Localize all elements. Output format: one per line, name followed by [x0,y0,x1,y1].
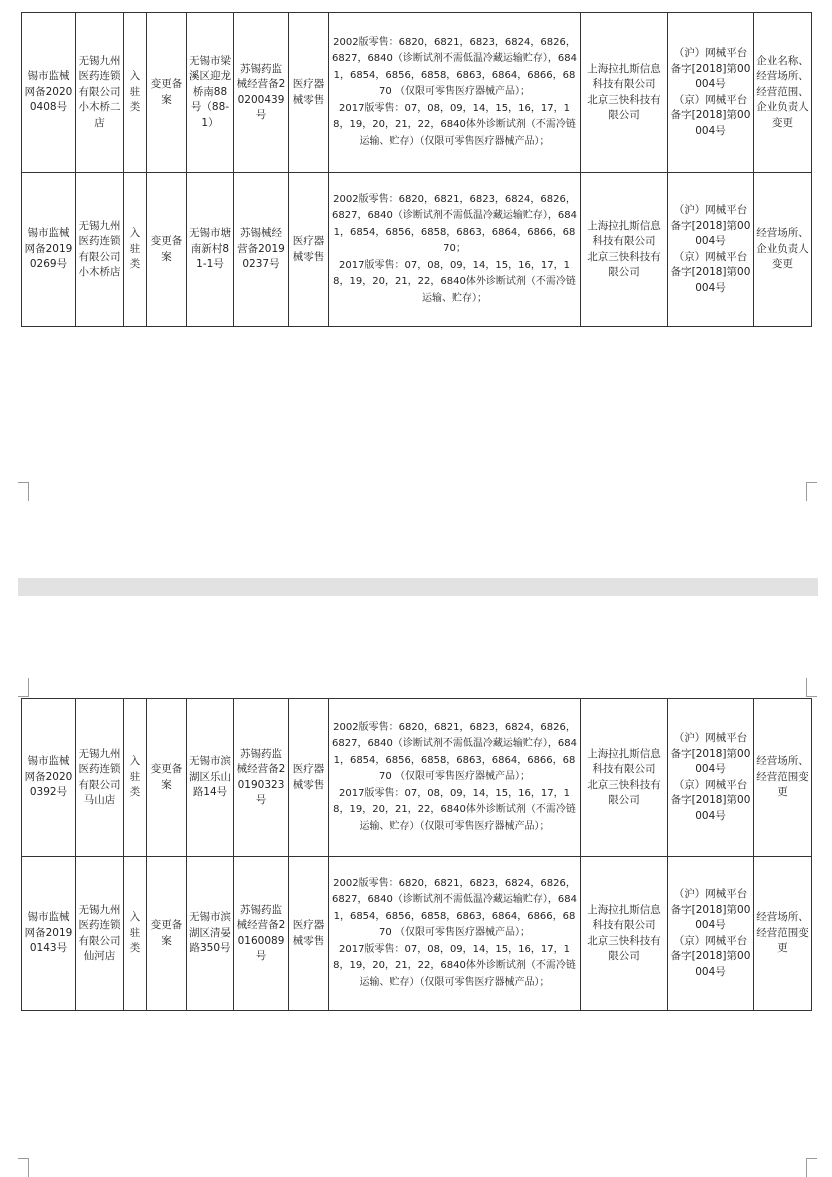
record-action: 变更备案 [147,857,187,1011]
platform-record-number: （京）网械平台备字[2018]第00004号 [670,250,751,294]
platform-record-number: （京）网械平台备字[2018]第00004号 [670,93,751,137]
change-items: 经营场所、经营范围变更 [754,857,812,1011]
license-number: 苏锡药监械经营备20190323号 [234,699,289,857]
record-table [21,698,812,1011]
scope-2002: 2002版零售：6820，6821，6823，6824，6826，6827，6840（诊断试剂不需低温冷藏运输贮存），6841，6854，6856，6858，6863，6864，6866，6870 （仅限可零售医疗器械产品）； [332,721,577,783]
platform-operator: 上海拉扎斯信息科技有限公司 [587,62,661,90]
business-address: 无锡市滨湖区乐山路14号 [187,699,234,857]
scope-2002: 2002版零售：6820，6821，6823，6824，6826，6827，6840（诊断试剂不需低温冷藏运输贮存），6841，6854，6856，6858，6863，6864，6866，6870 （仅限可零售医疗器械产品）； [332,36,577,98]
record-number: 锡市监械网备20200408号 [22,13,76,173]
platform-record-numbers [668,173,754,327]
business-scope [329,173,581,327]
table-row [22,13,812,173]
platform-operators [581,13,668,173]
business-category: 医疗器械零售 [289,699,329,857]
record-action: 变更备案 [147,13,187,173]
company-name: 无锡九州医药连锁有限公司仙河店 [76,857,124,1011]
platform-operator: 上海拉扎斯信息科技有限公司 [587,747,661,775]
document-page-1 [0,0,832,578]
platform-operator: 北京三快科技有限公司 [587,934,661,962]
document-page-2 [0,596,832,1168]
platform-operators [581,699,668,857]
platform-operator: 北京三快科技有限公司 [587,250,661,278]
business-scope [329,699,581,857]
crop-mark [18,482,29,501]
business-scope [329,13,581,173]
record-number: 锡市监械网备20190143号 [22,857,76,1011]
platform-record-number: （京）网械平台备字[2018]第00004号 [670,778,751,822]
platform-operators [581,857,668,1011]
license-number: 苏锡药监械经营备20160089号 [234,857,289,1011]
scope-2017: 2017版零售：07，08，09，14，15，16，17，18，19，20，21，22，6840体外诊断试剂（不需冷链运输、贮存）； [333,259,576,304]
platform-record-numbers [668,857,754,1011]
record-table [21,12,812,327]
platform-record-number: （沪）网械平台备字[2018]第00004号 [670,47,751,90]
scope-2017: 2017版零售：07，08，09，14，15，16，17，18，19，20，21，22，6840体外诊断试剂（不需冷链运输、贮存）（仅限可零售医疗器械产品）； [333,943,576,988]
company-name: 无锡九州医药连锁有限公司小木桥二店 [76,13,124,173]
platform-operator: 北京三快科技有限公司 [587,93,661,121]
crop-mark [806,678,817,697]
business-category: 医疗器械零售 [289,857,329,1011]
business-address: 无锡市滨湖区清晏路350号 [187,857,234,1011]
table-row [22,857,812,1011]
license-number: 苏锡药监械经营备20200439号 [234,13,289,173]
crop-mark [806,482,817,501]
business-address: 无锡市塘南新村81-1号 [187,173,234,327]
platform-record-numbers [668,699,754,857]
scope-2017: 2017版零售：07，08，09，14，15，16，17，18，19，20，21，22，6840体外诊断试剂（不需冷链运输、贮存）（仅限可零售医疗器械产品）； [333,787,576,832]
business-address: 无锡市梁溪区迎龙桥南88号（88-1） [187,13,234,173]
table-row [22,699,812,857]
record-type: 入驻类 [124,857,147,1011]
record-type: 入驻类 [124,173,147,327]
record-action: 变更备案 [147,173,187,327]
record-type: 入驻类 [124,13,147,173]
platform-record-numbers [668,13,754,173]
business-scope [329,857,581,1011]
platform-operator: 北京三快科技有限公司 [587,778,661,806]
business-category: 医疗器械零售 [289,173,329,327]
company-name: 无锡九州医药连锁有限公司小木桥店 [76,173,124,327]
change-items: 企业名称、经营场所、经营范围、企业负责人变更 [754,13,812,173]
business-category: 医疗器械零售 [289,13,329,173]
company-name: 无锡九州医药连锁有限公司马山店 [76,699,124,857]
platform-operators [581,173,668,327]
crop-mark [18,678,29,697]
record-type: 入驻类 [124,699,147,857]
platform-record-number: （沪）网械平台备字[2018]第00004号 [670,204,751,247]
scope-2002: 2002版零售：6820，6821，6823，6824，6826，6827，6840（诊断试剂不需低温冷藏运输贮存），6841，6854，6856，6858，6863，6864，6866，6870； [332,193,577,255]
page-separator [18,578,818,596]
record-action: 变更备案 [147,699,187,857]
scope-2002: 2002版零售：6820，6821，6823，6824，6826，6827，6840（诊断试剂不需低温冷藏运输贮存），6841，6854，6856，6858，6863，6864，6866，6870 （仅限可零售医疗器械产品）； [332,877,577,939]
platform-record-number: （京）网械平台备字[2018]第00004号 [670,934,751,978]
record-number: 锡市监械网备20190269号 [22,173,76,327]
change-items: 经营场所、经营范围变更 [754,699,812,857]
scope-2017: 2017版零售：07，08，09，14，15，16，17，18，19，20，21，22，6840体外诊断试剂（不需冷链运输、贮存）（仅限可零售医疗器械产品）； [333,102,576,147]
record-number: 锡市监械网备20200392号 [22,699,76,857]
change-items: 经营场所、企业负责人变更 [754,173,812,327]
license-number: 苏锡械经营备20190237号 [234,173,289,327]
platform-record-number: （沪）网械平台备字[2018]第00004号 [670,888,751,931]
platform-operator: 上海拉扎斯信息科技有限公司 [587,903,661,931]
platform-record-number: （沪）网械平台备字[2018]第00004号 [670,732,751,775]
table-row [22,173,812,327]
platform-operator: 上海拉扎斯信息科技有限公司 [587,219,661,247]
